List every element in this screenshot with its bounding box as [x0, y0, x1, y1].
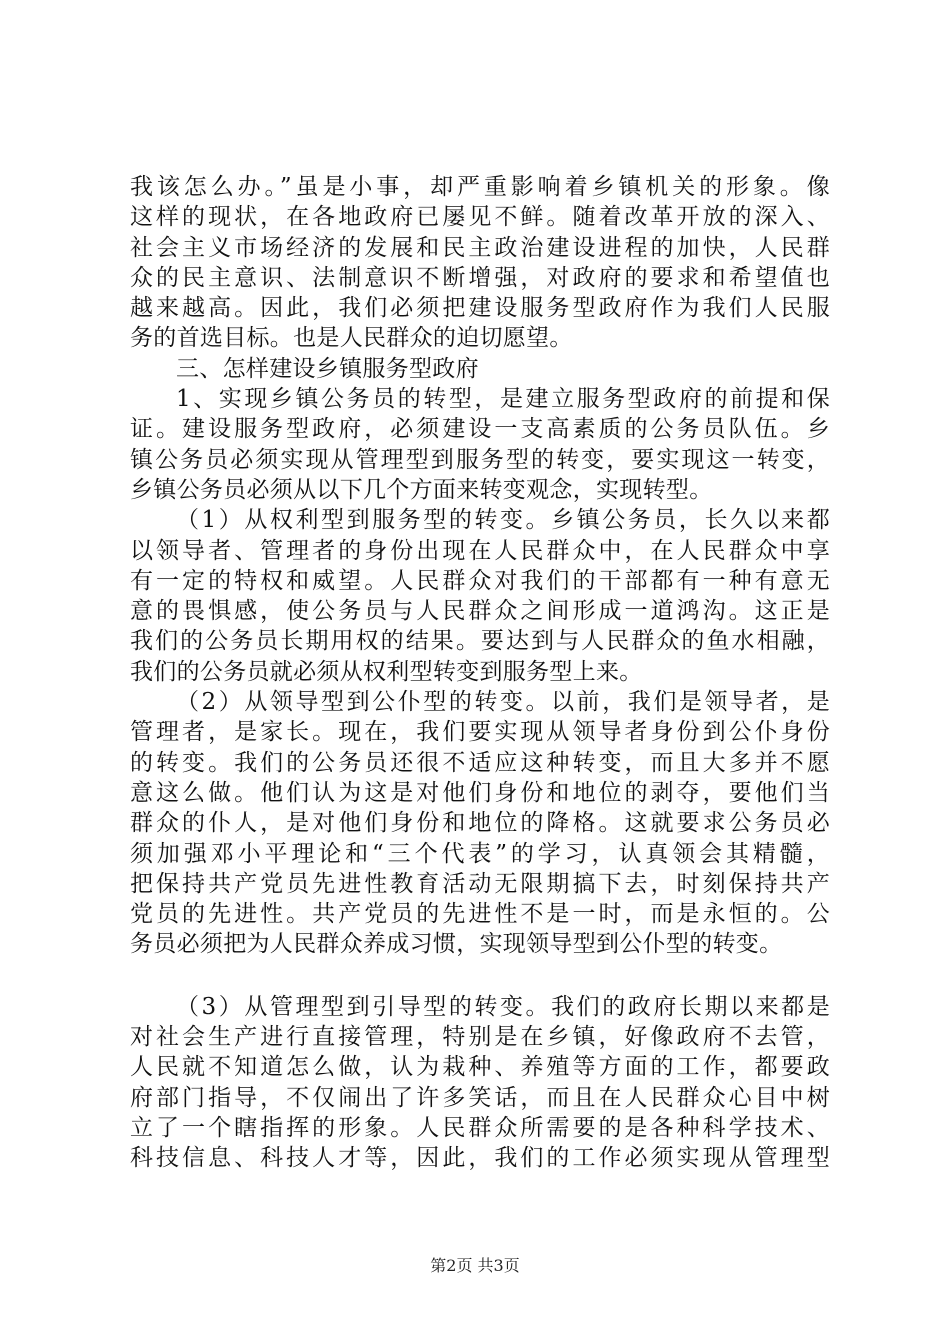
text-line: 社会主义市场经济的发展和民主政治建设进程的加快，人民群	[130, 234, 830, 261]
paragraph-continuation	[130, 172, 830, 354]
text-line: 证。建设服务型政府，必须建设一支高素质的公务员队伍。乡	[130, 416, 830, 443]
paragraph-2	[130, 505, 830, 687]
text-line: 乡镇公务员必须从以下几个方面来转变观念，实现转型。	[130, 476, 713, 503]
text-line: 务员必须把为人民群众养成习惯，实现领导型到公仆型的转变。	[130, 931, 783, 958]
document-body	[130, 172, 830, 1174]
text-line: 须加强邓小平理论和“三个代表”的学习，认真领会其精髓，	[130, 840, 830, 867]
text-line: 越来越高。因此，我们必须把建设服务型政府作为我们人民服	[130, 295, 830, 322]
text-line: 这样的现状，在各地政府已屡见不鲜。随着改革开放的深入、	[130, 204, 830, 231]
paragraph-gap	[130, 960, 830, 992]
text-line: 我们的公务员就必须从权利型转变到服务型上来。	[130, 658, 643, 685]
text-line: 有一定的特权和威望。人民群众对我们的干部都有一种有意无	[130, 567, 830, 594]
paragraph-1	[130, 384, 830, 505]
text-line: 党员的先进性。共产党员的先进性不是一时，而是永恒的。公	[130, 901, 830, 928]
paragraph-3	[130, 687, 830, 960]
text-line: 务的首选目标。也是人民群众的迫切愿望。	[130, 325, 573, 352]
text-line: 意的畏惧感，使公务员与人民群众之间形成一道鸿沟。这正是	[130, 598, 830, 625]
text-line: 我们的公务员长期用权的结果。要达到与人民群众的鱼水相融，	[130, 628, 830, 655]
text-line: 镇公务员必须实现从管理型到服务型的转变，要实现这一转变，	[130, 446, 830, 473]
text-line: （3）从管理型到引导型的转变。我们的政府长期以来都是	[176, 993, 830, 1020]
text-line: 把保持共产党员先进性教育活动无限期搞下去，时刻保持共产	[130, 870, 830, 897]
text-line: 我该怎么办。”虽是小事，却严重影响着乡镇机关的形象。像	[130, 174, 830, 200]
heading-text: 三、怎样建设乡镇服务型政府	[176, 355, 479, 382]
paragraph-4	[130, 992, 830, 1174]
text-line: 府部门指导，不仅闹出了许多笑话，而且在人民群众心目中树	[130, 1084, 830, 1111]
text-line: 的转变。我们的公务员还很不适应这种转变，而且大多并不愿	[130, 749, 830, 776]
section-heading	[130, 354, 830, 384]
text-line: 立了一个瞎指挥的形象。人民群众所需要的是各种科学技术、	[130, 1114, 830, 1141]
text-line: 科技信息、科技人才等，因此，我们的工作必须实现从管理型	[130, 1145, 830, 1172]
text-line: 群众的仆人，是对他们身份和地位的降格。这就要求公务员必	[130, 810, 830, 837]
text-line: 管理者，是家长。现在，我们要实现从领导者身份到公仆身份	[130, 719, 830, 746]
text-line: （1）从权利型到服务型的转变。乡镇公务员，长久以来都	[176, 507, 830, 534]
text-line: 意这么做。他们认为这是对他们身份和地位的剥夺，要他们当	[130, 779, 830, 806]
text-line: 对社会生产进行直接管理，特别是在乡镇，好像政府不去管，	[130, 1024, 830, 1051]
text-line: 众的民主意识、法制意识不断增强，对政府的要求和希望值也	[130, 264, 830, 291]
text-line: 1、实现乡镇公务员的转型，是建立服务型政府的前提和保	[176, 386, 830, 413]
text-line: 人民就不知道怎么做，认为栽种、养殖等方面的工作，都要政	[130, 1054, 830, 1081]
page-footer: 第2页 共3页	[430, 1256, 520, 1275]
text-line: （2）从领导型到公仆型的转变。以前，我们是领导者，是	[176, 689, 830, 716]
text-line: 以领导者、管理者的身份出现在人民群众中，在人民群众中享	[130, 537, 830, 564]
